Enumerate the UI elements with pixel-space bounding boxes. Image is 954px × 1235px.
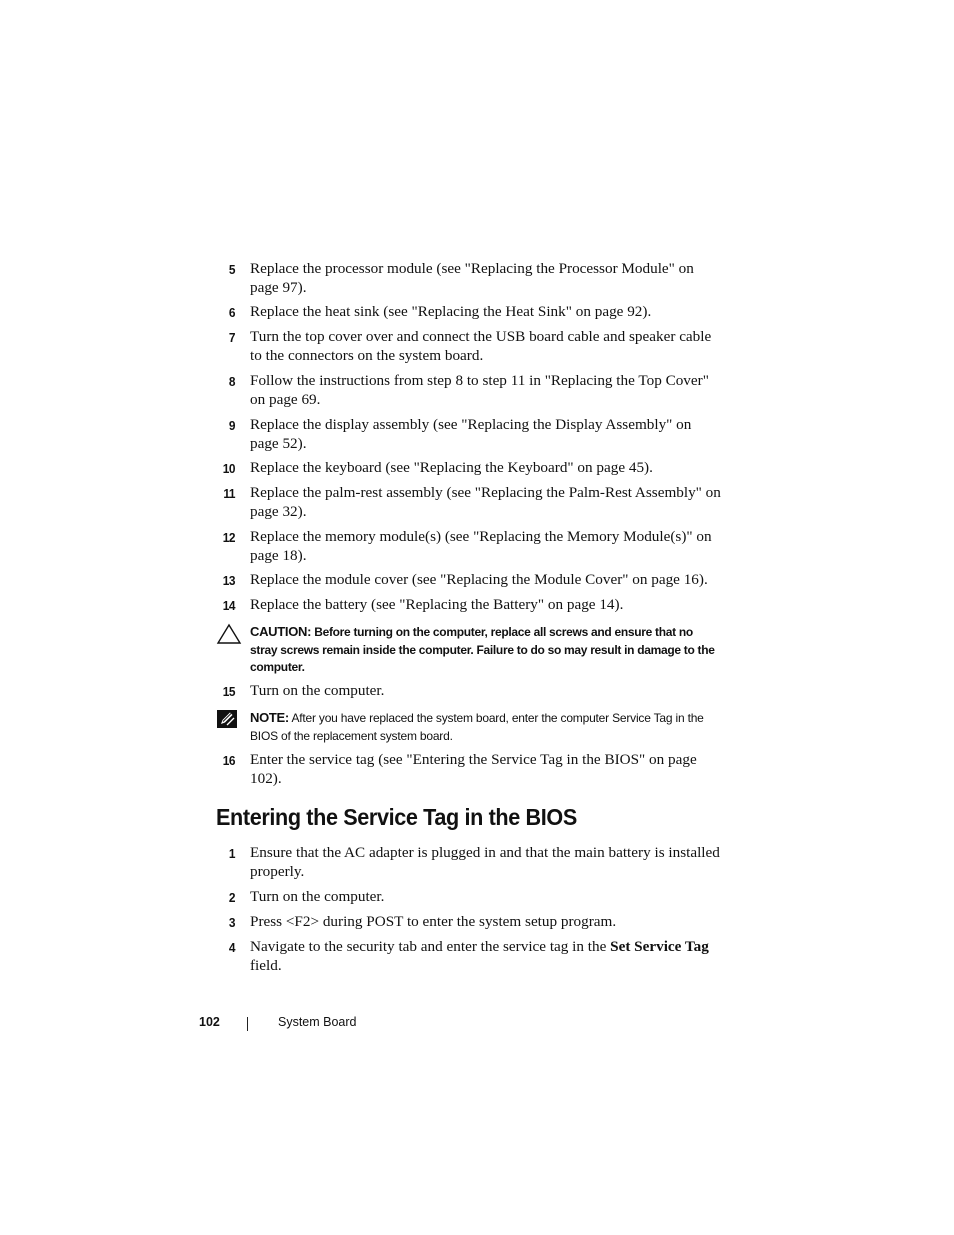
section-heading: Entering the Service Tag in the BIOS [216,804,577,830]
step-number: 8 [228,374,235,389]
step-number: 5 [228,262,235,277]
step-number: 7 [228,330,235,345]
section-name: System Board [278,1015,357,1029]
step-text: Ensure that the AC adapter is plugged in and that the main battery is installed properly. [250,844,720,880]
step-number: 9 [228,418,235,433]
step-text: Replace the module cover (see "Replacing the Module Cover" on page 16). [250,571,708,588]
field-name-term: Set Service Tag [610,938,709,955]
step-number: 4 [228,940,235,955]
caution-label: CAUTION: [250,624,312,639]
note-pencil-icon [216,709,238,735]
step-number: 3 [228,915,235,930]
footer-divider [247,1017,248,1031]
page-number: 102 [199,1015,220,1029]
step-number: 6 [228,305,235,320]
step-text-after: field. [250,957,282,974]
caution-triangle-icon [216,623,242,651]
caution-text: Before turning on the computer, replace all screws and ensure that no stray screws remain inside the computer. Failure to do so may result in damage to the computer. [250,625,715,675]
step-number: 10 [222,461,235,476]
step-text: Replace the keyboard (see "Replacing the Keyboard" on page 45). [250,459,653,476]
step-number: 2 [228,890,235,905]
step-text: Replace the processor module (see "Replacing the Processor Module" on page 97). [250,260,694,296]
caution-body [250,623,721,677]
step-text: Turn the top cover over and connect the USB board cable and speaker cable to the connectors on the system board. [250,328,712,364]
step-text: Follow the instructions from step 8 to step 11 in "Replacing the Top Cover" on page 69. [250,372,709,408]
step-text: Turn on the computer. [250,682,385,699]
step-text: Press <F2> during POST to enter the system setup program. [250,913,617,930]
step-number: 12 [222,530,235,545]
step-text [250,937,721,975]
step-text-before: Navigate to the security tab and enter the service tag in the [250,938,611,955]
step-text: Replace the heat sink (see "Replacing the Heat Sink" on page 92). [250,303,652,320]
step-number: 11 [223,486,235,501]
step-number: 13 [222,573,235,588]
note-body [250,709,721,745]
step-text: Replace the palm-rest assembly (see "Replacing the Palm-Rest Assembly" on page 32). [250,484,721,520]
step-number: 15 [222,684,235,699]
step-number: 14 [222,598,235,613]
note-label: NOTE: [250,710,289,725]
step-number: 1 [228,846,235,861]
step-text: Enter the service tag (see "Entering the Service Tag in the BIOS" on page 102). [250,751,697,787]
step-text: Replace the memory module(s) (see "Replacing the Memory Module(s)" on page 18). [250,528,712,564]
step-number: 16 [222,753,235,768]
step-text: Replace the display assembly (see "Replacing the Display Assembly" on page 52). [250,416,692,452]
step-text: Turn on the computer. [250,888,385,905]
step-text: Replace the battery (see "Replacing the Battery" on page 14). [250,596,624,613]
note-text: After you have replaced the system board, enter the computer Service Tag in the BIOS of the replacement system board. [250,711,704,743]
